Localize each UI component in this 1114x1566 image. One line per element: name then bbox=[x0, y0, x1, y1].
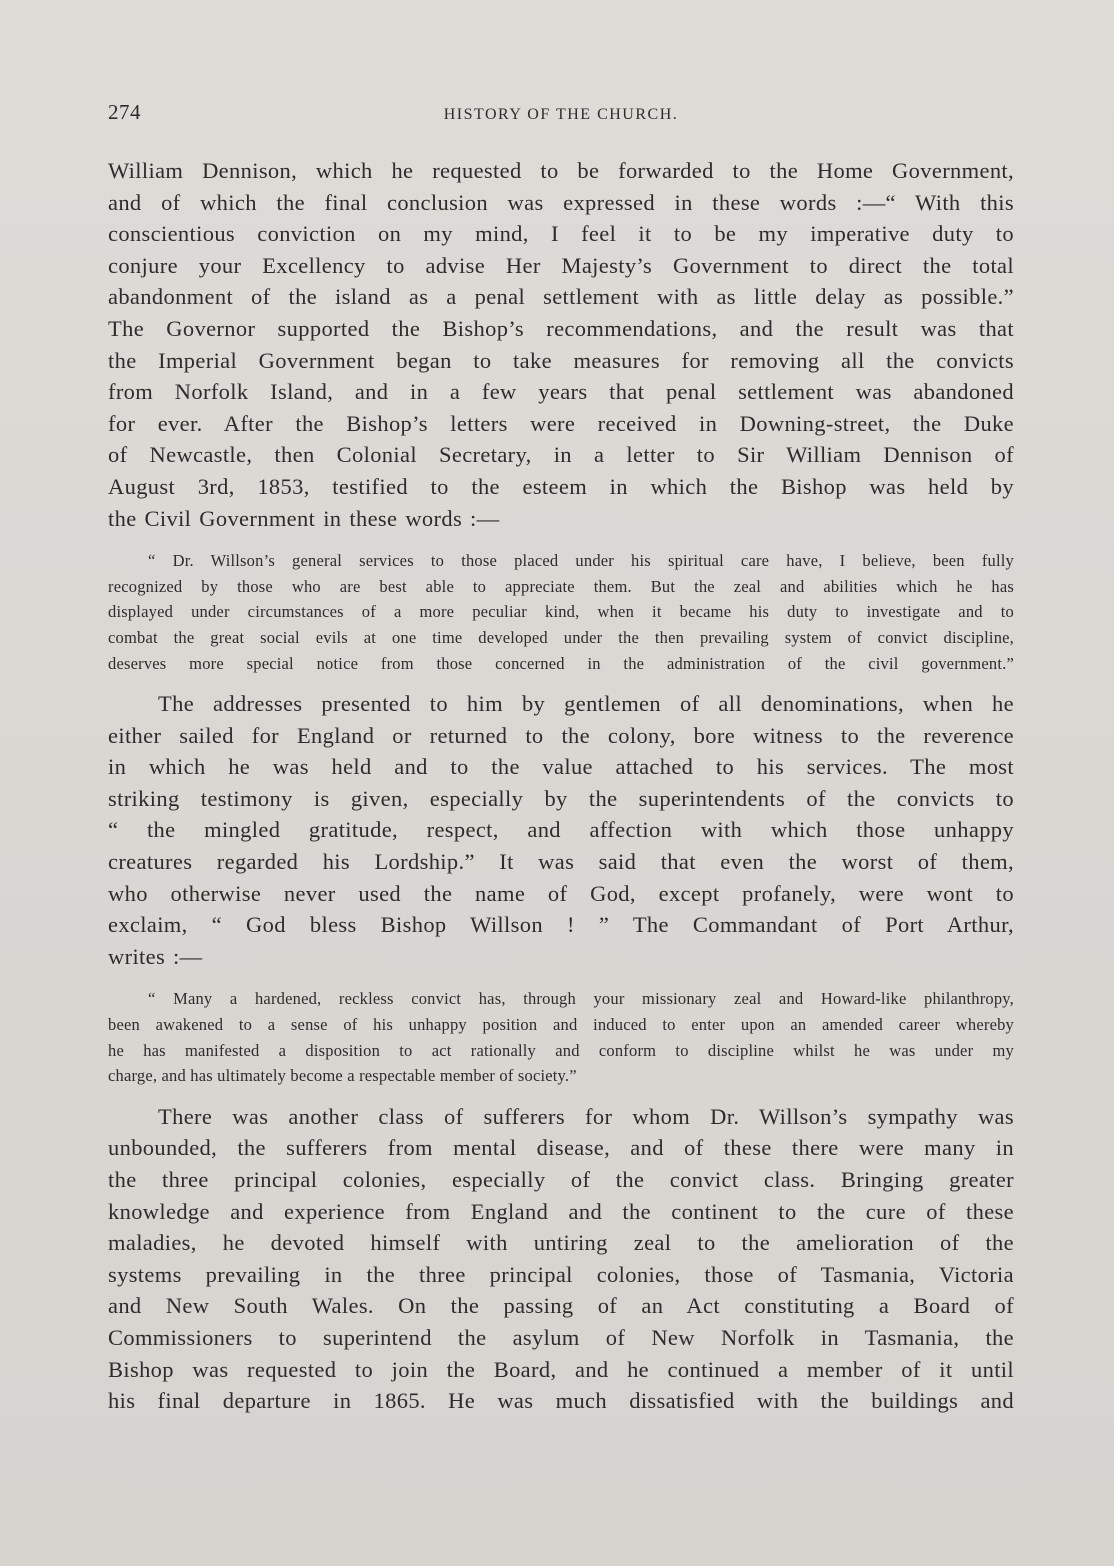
body-text bbox=[108, 155, 1014, 1417]
text-line: conscientious conviction on my mind, I feel it to be my imperative duty to bbox=[108, 221, 1014, 247]
text-line: in which he was held and to the value attached to his services. The most bbox=[108, 754, 1014, 780]
quote-line: “ Many a hardened, reckless convict has, through your missionary zeal and Howard-like philanthropy, bbox=[148, 989, 1014, 1009]
text-line: of Newcastle, then Colonial Secretary, in a letter to Sir William Dennison of bbox=[108, 442, 1014, 468]
quote-line: been awakened to a sense of his unhappy position and induced to enter upon an amended career whereby bbox=[108, 1015, 1014, 1035]
text-line: systems prevailing in the three principal colonies, those of Tasmania, Victoria bbox=[108, 1261, 1014, 1287]
text-line: conjure your Excellency to advise Her Majesty’s Government to direct the total bbox=[108, 252, 1014, 278]
page-header bbox=[108, 100, 1014, 130]
text-line: the Imperial Government began to take measures for removing all the convicts bbox=[108, 347, 1014, 373]
text-line: The addresses presented to him by gentlemen of all denominations, when he bbox=[158, 691, 1014, 717]
block-quote-1 bbox=[108, 548, 1014, 676]
text-line: exclaim, “ God bless Bishop Willson ! ” The Commandant of Port Arthur, bbox=[108, 912, 1014, 938]
quote-line: he has manifested a disposition to act rationally and conform to discipline whilst he was under my bbox=[108, 1040, 1014, 1060]
page-number: 274 bbox=[108, 100, 141, 124]
paragraph-3 bbox=[108, 1101, 1014, 1417]
quote-line: “ Dr. Willson’s general services to those placed under his spiritual care have, I believe, been fully bbox=[148, 551, 1014, 571]
text-line: writes :— bbox=[108, 943, 203, 969]
text-line: for ever. After the Bishop’s letters were received in Downing-street, the Duke bbox=[108, 410, 1014, 436]
text-line: There was another class of sufferers for whom Dr. Willson’s sympathy was bbox=[158, 1103, 1014, 1129]
text-line: the Civil Government in these words :— bbox=[108, 505, 500, 531]
text-line: knowledge and experience from England and the continent to the cure of these bbox=[108, 1198, 1014, 1224]
text-line: his final departure in 1865. He was much dissatisfied with the buildings and bbox=[108, 1388, 1014, 1414]
text-line: The Governor supported the Bishop’s recommendations, and the result was that bbox=[108, 315, 1014, 341]
text-line: striking testimony is given, especially by the superintendents of the convicts to bbox=[108, 785, 1014, 811]
block-quote-2 bbox=[108, 986, 1014, 1088]
paragraph-1 bbox=[108, 155, 1014, 534]
text-line: William Dennison, which he requested to be forwarded to the Home Government, bbox=[108, 158, 1014, 183]
paragraph-2 bbox=[108, 688, 1014, 972]
text-line: and New South Wales. On the passing of an Act constituting a Board of bbox=[108, 1293, 1014, 1319]
text-line: from Norfolk Island, and in a few years that penal settlement was abandoned bbox=[108, 379, 1014, 405]
quote-line: combat the great social evils at one time developed under the then prevailing system of convict discipline, bbox=[108, 627, 1014, 647]
text-line: creatures regarded his Lordship.” It was said that even the worst of them, bbox=[108, 849, 1014, 875]
text-line: and of which the final conclusion was expressed in these words :—“ With this bbox=[108, 189, 1014, 215]
quote-line: deserves more special notice from those concerned in the administration of the civil government.” bbox=[108, 653, 1014, 673]
text-line: unbounded, the sufferers from mental disease, and of these there were many in bbox=[108, 1135, 1014, 1161]
quote-line: recognized by those who are best able to appreciate them. But the zeal and abilities which he has bbox=[108, 576, 1014, 596]
quote-line: charge, and has ultimately become a respectable member of society.” bbox=[108, 1066, 577, 1086]
quote-line: displayed under circumstances of a more peculiar kind, when it became his duty to investigate and to bbox=[108, 602, 1014, 622]
text-line: “ the mingled gratitude, respect, and affection with which those unhappy bbox=[108, 817, 1014, 843]
text-line: Bishop was requested to join the Board, and he continued a member of it until bbox=[108, 1356, 1014, 1382]
text-line: maladies, he devoted himself with untiring zeal to the amelioration of the bbox=[108, 1230, 1014, 1256]
text-line: the three principal colonies, especially of the convict class. Bringing greater bbox=[108, 1167, 1014, 1192]
text-line: either sailed for England or returned to the colony, bore witness to the reverence bbox=[108, 722, 1014, 748]
running-head: HISTORY OF THE CHURCH. bbox=[443, 106, 679, 123]
text-line: who otherwise never used the name of God, except profanely, were wont to bbox=[108, 880, 1014, 906]
text-line: Commissioners to superintend the asylum of New Norfolk in Tasmania, the bbox=[108, 1324, 1014, 1350]
text-line: abandonment of the island as a penal settlement with as little delay as possible.” bbox=[108, 284, 1014, 310]
text-line: August 3rd, 1853, testified to the esteem in which the Bishop was held by bbox=[108, 473, 1014, 499]
